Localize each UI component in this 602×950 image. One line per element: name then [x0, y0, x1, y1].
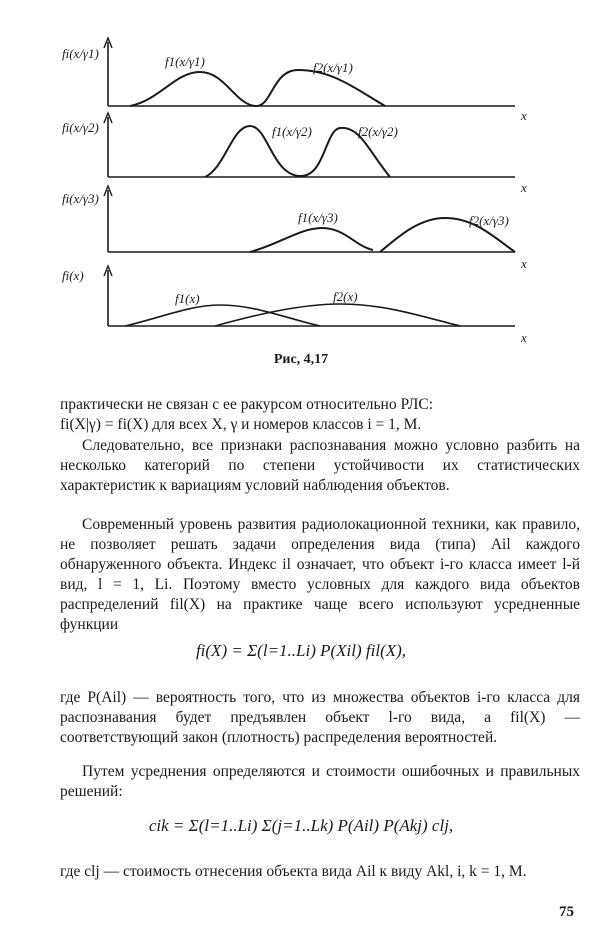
paragraph-6: где clj — стоимость отнесения объекта вида Ail к виду Akl, i, k = 1, M. — [60, 863, 527, 880]
curve-f2 — [215, 304, 460, 326]
curve-f1-g3 — [250, 228, 373, 252]
figure-caption: Рис, 4,17 — [273, 352, 329, 367]
formula-2: cik = Σ(l=1..Li) Σ(j=1..Lk) P(Ail) P(Akj) clj, — [148, 816, 454, 835]
panel-2 — [62, 113, 527, 195]
curve-label-f2: f2(x) — [333, 289, 358, 304]
x-label: x — [521, 108, 527, 123]
curve-label-f1: f1(x) — [175, 291, 200, 306]
curve-f1-f2-g1 — [130, 70, 385, 106]
curve-label-f1-g3: f1(x/γ3) — [298, 210, 338, 225]
x-label: x — [521, 330, 527, 345]
paragraph-1 — [60, 395, 580, 435]
x-label: x — [521, 180, 527, 195]
paragraph-3: Современный уровень развития радиолокационной техники, как правило, не позволяет решать задачи определения вида (типа) Ail каждого обнаруженного объекта. Индекс il означает, что объект i-го класса имеет l-й вид, l = 1, Li. Поэтому вместо условных для каждого вида объектов распределений fil(X) на практике чаще всего используют усредненные функции — [60, 516, 580, 633]
panel-4 — [62, 266, 527, 345]
curve-label-f1-g1: f1(x/γ1) — [165, 54, 205, 69]
page-number: 75 — [559, 904, 574, 920]
paragraph-5: Путем усреднения определяются и стоимости ошибочных и правильных решений: — [60, 763, 580, 800]
curve-label-f2-g1: f2(x/γ1) — [313, 60, 353, 75]
formula-1: fi(X) = Σ(l=1..Li) P(Xil) fil(X), — [195, 641, 407, 660]
curve-label-f2-g2: f2(x/γ2) — [358, 124, 398, 139]
p1-line2: fi(X|γ) = fi(X) для всех X, γ и номеров классов i = 1, M. — [60, 416, 422, 433]
ylabel-panel-4: fi(x) — [62, 268, 84, 283]
paragraph-2: Следовательно, все признаки распознавания можно условно разбить на несколько категорий по степени устойчивости их статистических характеристик к вариациям условий наблюдения объектов. — [60, 437, 580, 494]
figure-4-17 — [0, 0, 602, 350]
curve-label-f2-g3: f2(x/γ3) — [469, 213, 509, 228]
ylabel-panel-2: fi(x/γ2) — [62, 120, 99, 135]
panel-1 — [62, 38, 527, 123]
curve-label-f1-g2: f1(x/γ2) — [272, 124, 312, 139]
x-label: x — [521, 256, 527, 271]
ylabel-panel-3: fi(x/γ3) — [62, 191, 99, 206]
p1-line1: практически не связан с ее ракурсом относительно РЛС: — [60, 396, 434, 413]
ylabel-panel-1: fi(x/γ1) — [62, 46, 99, 61]
panel-3 — [62, 186, 527, 271]
paragraph-4: где P(Ail) — вероятность того, что из множества объектов i-го класса для распознавания будет предъявлен объект l-го вида, а fil(X) — соответствующий закон (плотность) распределения вероятностей. — [60, 689, 580, 746]
